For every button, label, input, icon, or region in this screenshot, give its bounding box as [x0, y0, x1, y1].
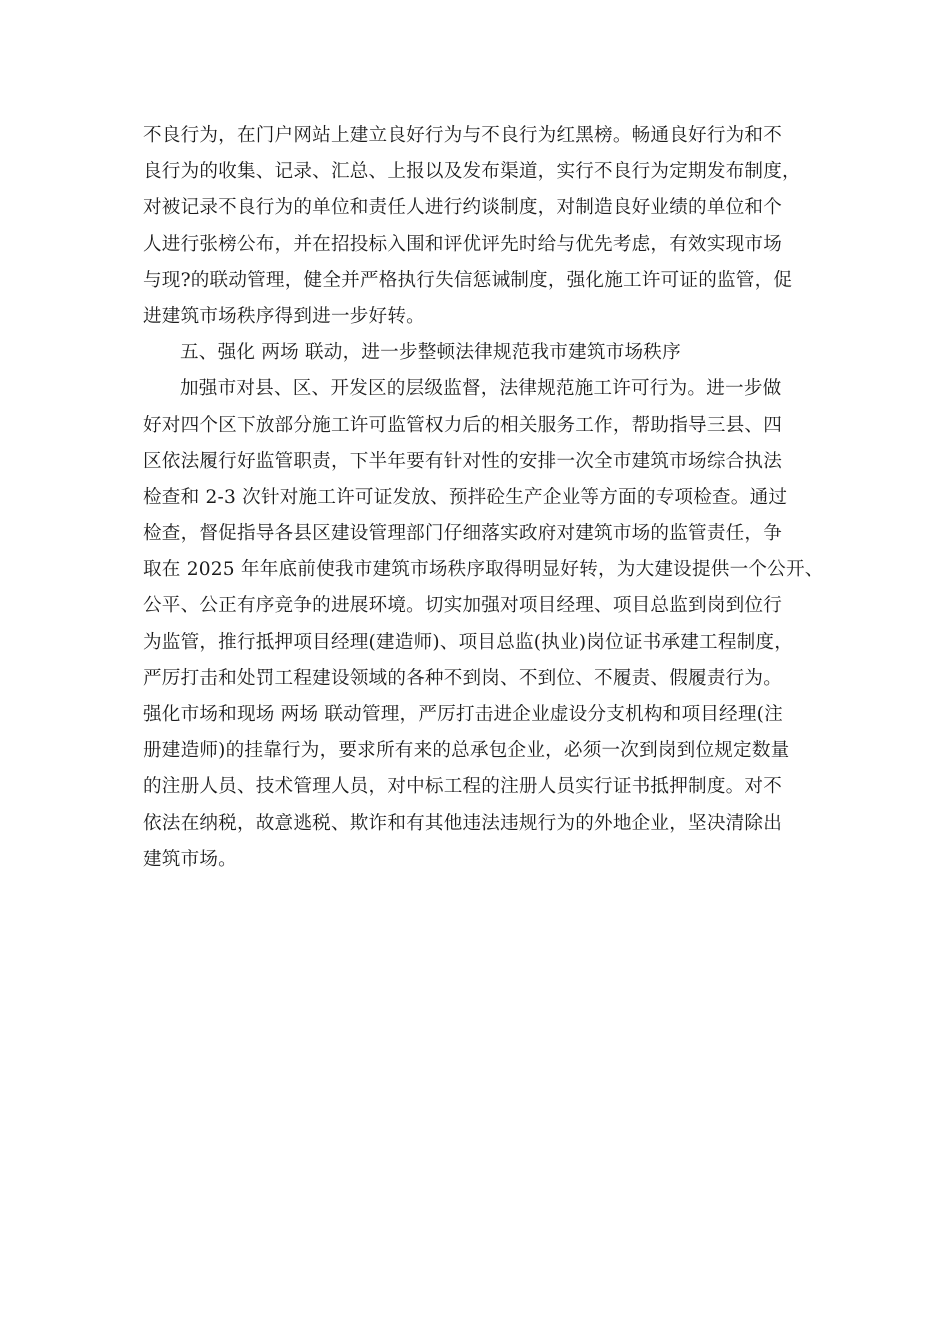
text-line: 加强市对县、区、开发区的层级监督，法律规范施工许可行为。进一步做: [180, 378, 782, 400]
text-line: 建筑市场。: [143, 848, 237, 870]
text-line: 人进行张榜公布，并在招投标入围和评优评先时给与优先考虑，有效实现市场: [143, 233, 782, 255]
document-body: [143, 118, 824, 878]
text-line: 严厉打击和处罚工程建设领域的各种不到岗、不到位、不履责、假履责行为。: [143, 667, 782, 689]
text-line: 取在 2025 年年底前使我市建筑市场秩序取得明显好转，为大建设提供一个公开、: [143, 559, 824, 581]
text-line: 良行为的收集、记录、汇总、上报以及发布渠道，实行不良行为定期发布制度，: [143, 161, 801, 183]
text-line: 不良行为，在门户网站上建立良好行为与不良行为红黑榜。畅通良好行为和不: [143, 125, 782, 146]
text-line: 强化市场和现场 两场 联动管理，严厉打击进企业虚设分支机构和项目经理(注: [143, 704, 783, 725]
text-line: 进建筑市场秩序得到进一步好转。: [143, 305, 425, 327]
text-line: 好对四个区下放部分施工许可监管权力后的相关服务工作，帮助指导三县、四: [143, 414, 782, 436]
text-line: 公平、公正有序竞争的进展环境。切实加强对项目经理、项目总监到岗到位行: [143, 595, 782, 617]
text-line: 为监管，推行抵押项目经理(建造师)、项目总监(执业)岗位证书承建工程制度，: [143, 631, 794, 653]
text-line: 册建造师)的挂靠行为，要求所有来的总承包企业，必须一次到岗到位规定数量: [143, 740, 790, 762]
text-line: 的注册人员、技术管理人员，对中标工程的注册人员实行证书抵押制度。对不: [143, 776, 782, 798]
text-line: 区依法履行好监管职责，下半年要有针对性的安排一次全市建筑市场综合执法: [143, 450, 782, 472]
text-line: 与现?的联动管理，健全并严格执行失信惩诫制度，强化施工许可证的监管，促: [143, 269, 793, 291]
text-line: 对被记录不良行为的单位和责任人进行约谈制度，对制造良好业绩的单位和个: [143, 197, 782, 219]
text-line: 依法在纳税，故意逃税、欺诈和有其他违法违规行为的外地企业，坚决清除出: [143, 812, 782, 834]
text-line: 检查，督促指导各县区建设管理部门仔细落实政府对建筑市场的监管责任，争: [143, 523, 782, 545]
section-heading: 五、强化 两场 联动，进一步整顿法律规范我市建筑市场秩序: [180, 342, 681, 364]
text-line: 检查和 2-3 次针对施工许可证发放、预拌砼生产企业等方面的专项检查。通过: [143, 486, 788, 508]
